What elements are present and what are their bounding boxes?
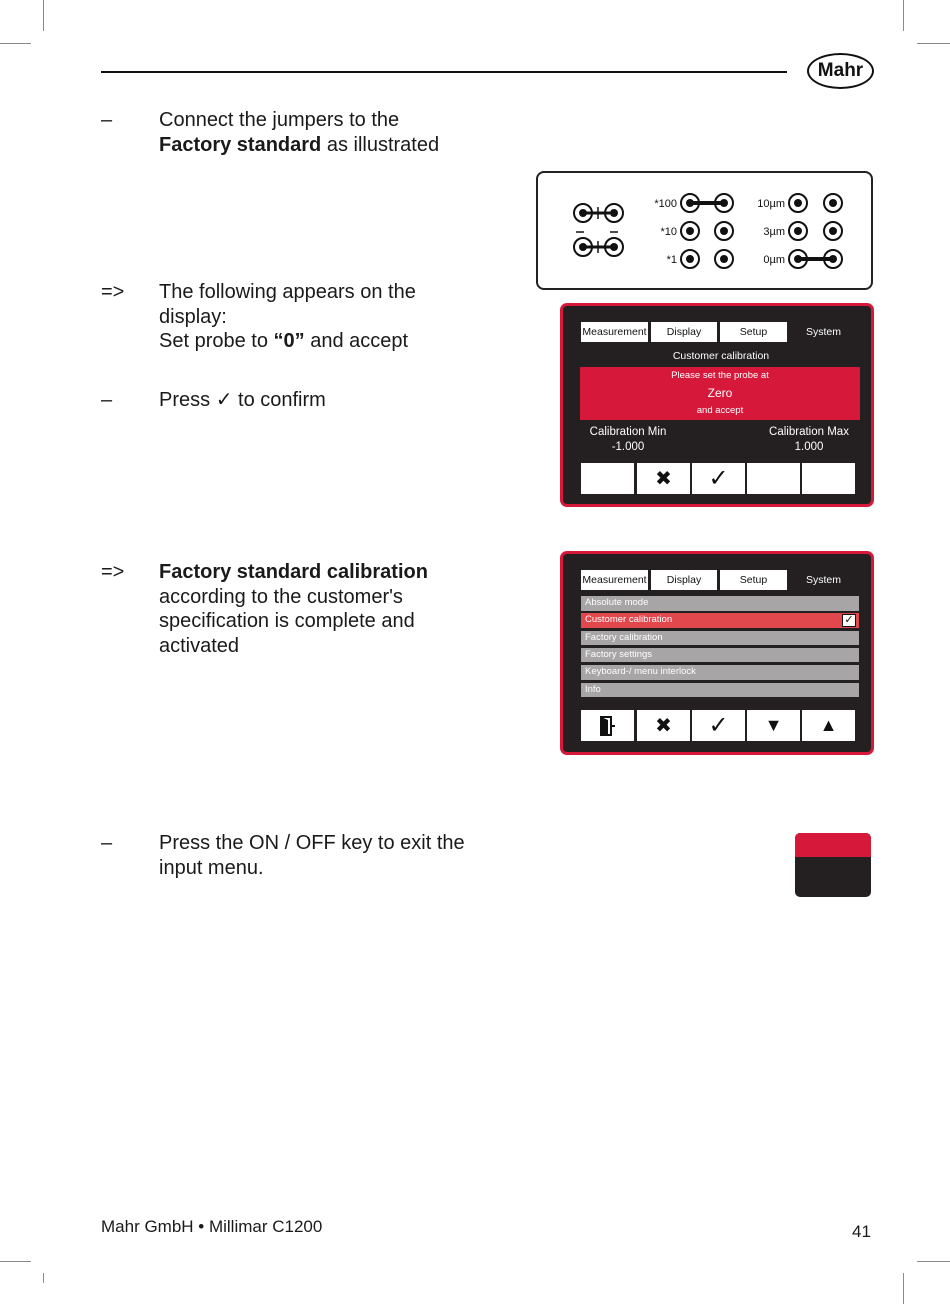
tab-bar xyxy=(581,322,859,342)
confirm-button[interactable] xyxy=(692,463,745,494)
text-run: Connect the jumpers to the xyxy=(159,109,400,131)
bullet-mark: – xyxy=(101,109,113,131)
bold-text: ✓ xyxy=(215,389,233,411)
text-run: display: xyxy=(159,305,227,328)
confirm-button[interactable] xyxy=(692,710,745,741)
prompt-line: and accept xyxy=(696,405,744,416)
calibration-min-label: Calibration Min xyxy=(589,426,667,438)
arrow-down-icon: ▼ xyxy=(764,715,783,735)
on-off-key-red-stripe xyxy=(795,833,871,857)
crop-mark xyxy=(917,1261,950,1262)
exit-button[interactable] xyxy=(581,710,634,741)
instruction-text xyxy=(159,560,489,658)
page-number: 41 xyxy=(852,1222,871,1241)
bold-text: Factory standard calibration xyxy=(159,561,428,583)
prompt-line: Please set the probe at xyxy=(671,370,769,381)
text-line xyxy=(159,634,489,659)
cancel-icon: ✖ xyxy=(655,468,672,490)
menu-item-absolute-mode[interactable]: Absolute mode xyxy=(581,596,859,611)
tab-display[interactable]: Display xyxy=(651,570,717,590)
text-line xyxy=(159,831,499,856)
text-run: as illustrated xyxy=(321,133,440,156)
menu-item-factory-settings[interactable]: Factory settings xyxy=(581,648,859,663)
menu-item-info[interactable]: Info xyxy=(581,683,859,698)
tab-measurement[interactable]: Measurement xyxy=(581,322,648,342)
tab-display[interactable]: Display xyxy=(651,322,717,342)
text-line xyxy=(159,585,489,610)
tab-system[interactable]: System xyxy=(805,326,841,338)
tab-measurement[interactable]: Measurement xyxy=(581,570,648,590)
tab-setup[interactable]: Setup xyxy=(720,570,787,590)
menu-item-keyboard-interlock[interactable]: Keyboard-/ menu interlock xyxy=(581,665,859,680)
cancel-button[interactable] xyxy=(637,463,690,494)
header-rule xyxy=(101,71,787,73)
text-run: to confirm xyxy=(232,389,326,411)
crop-mark xyxy=(903,0,904,31)
up-button[interactable] xyxy=(802,710,855,741)
softkey-row xyxy=(581,463,857,494)
softkey-row xyxy=(581,710,857,741)
text-line xyxy=(159,856,499,881)
softkey-5[interactable] xyxy=(802,463,855,494)
footer-text: Mahr GmbH • Millimar C1200 xyxy=(101,1217,323,1236)
jumper-label: 3µm xyxy=(763,226,785,238)
calibration-max xyxy=(763,425,855,455)
text-run: input menu. xyxy=(159,856,264,879)
jumper-diagram-graphic xyxy=(538,173,875,292)
exit-door-icon xyxy=(600,716,616,736)
display-screen-system-menu xyxy=(560,551,874,755)
menu-item-customer-calibration[interactable] xyxy=(581,613,859,628)
tab-bar xyxy=(581,570,859,590)
crop-mark xyxy=(917,43,950,44)
text-run: according to the customer's xyxy=(159,585,403,608)
instruction-text xyxy=(159,280,489,354)
text-run: Set probe to xyxy=(159,330,274,352)
cancel-button[interactable] xyxy=(637,710,690,741)
tab-setup[interactable]: Setup xyxy=(720,322,787,342)
text-run: Press xyxy=(159,389,216,411)
crop-mark xyxy=(0,43,31,44)
screen-title: Customer calibration xyxy=(672,350,770,362)
confirm-check-icon: ✓ xyxy=(708,465,729,492)
bold-text: Factory standard xyxy=(159,133,322,156)
text-line xyxy=(159,560,489,585)
bold-text: “0” xyxy=(273,330,305,352)
crop-mark xyxy=(43,0,44,31)
text-line xyxy=(159,280,489,305)
text-run: and accept xyxy=(304,330,409,352)
jumper-middle-pins xyxy=(681,194,733,268)
text-run: specification is complete and xyxy=(159,610,415,632)
prompt-value: Zero xyxy=(707,386,733,400)
crop-mark xyxy=(903,1273,904,1304)
text-run: The following appears on the xyxy=(159,281,416,303)
jumper-diagram xyxy=(536,171,873,290)
text-line xyxy=(159,329,489,354)
jumper-label: 10µm xyxy=(757,198,785,210)
on-off-key xyxy=(795,833,871,897)
confirm-check-icon: ✓ xyxy=(708,712,729,739)
jumper-label: *100 xyxy=(654,198,677,210)
text-line xyxy=(159,609,489,634)
text-line xyxy=(159,388,489,413)
softkey-1[interactable] xyxy=(581,463,634,494)
text-line xyxy=(159,133,489,158)
instruction-text xyxy=(159,388,489,413)
prompt-band xyxy=(580,367,860,420)
jumper-label: 0µm xyxy=(763,254,785,266)
bullet-mark: – xyxy=(101,389,113,411)
mahr-logo: Mahr xyxy=(807,53,874,89)
bullet-mark: – xyxy=(101,832,113,854)
checkbox-checked-icon: ✓ xyxy=(842,614,856,627)
text-line xyxy=(159,305,489,330)
jumper-right-pins xyxy=(789,194,842,268)
jumper-left-group xyxy=(574,204,623,256)
text-run: Press the ON / OFF key to exit the xyxy=(159,832,465,854)
jumper-label: *1 xyxy=(666,254,677,266)
cancel-icon: ✖ xyxy=(655,715,672,737)
display-screen-customer-calibration xyxy=(560,303,874,507)
text-run: activated xyxy=(159,634,240,657)
down-button[interactable] xyxy=(747,710,800,741)
arrow-mark: => xyxy=(101,281,125,303)
crop-mark xyxy=(0,1261,31,1262)
instruction-text xyxy=(159,108,489,157)
calibration-max-value: 1.000 xyxy=(794,441,824,453)
crop-mark xyxy=(43,1273,44,1283)
instruction-text xyxy=(159,831,499,880)
calibration-max-label: Calibration Max xyxy=(769,426,849,438)
menu-item-factory-calibration[interactable]: Factory calibration xyxy=(581,631,859,646)
softkey-4[interactable] xyxy=(747,463,800,494)
jumper-label: *10 xyxy=(660,226,677,238)
arrow-mark: => xyxy=(101,561,125,583)
arrow-up-icon: ▲ xyxy=(819,715,838,735)
calibration-min xyxy=(585,425,671,455)
tab-system[interactable]: System xyxy=(805,574,841,586)
menu-item-label: Customer calibration xyxy=(585,614,673,626)
calibration-min-value: -1.000 xyxy=(611,441,645,453)
text-line xyxy=(159,108,489,133)
